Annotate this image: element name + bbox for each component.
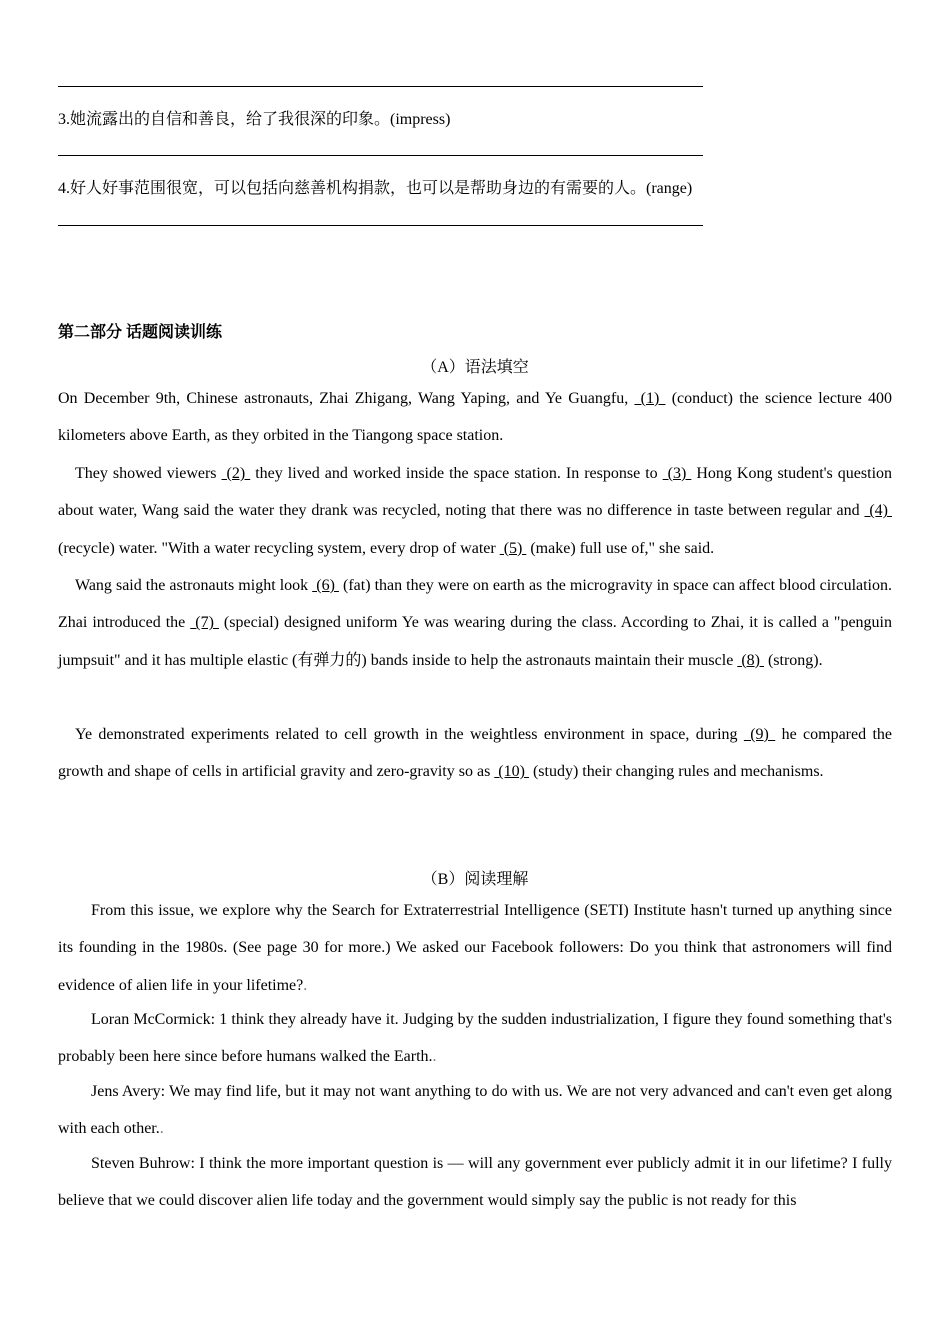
reading-paragraph-2 — [58, 1001, 892, 1076]
blank-4[interactable]: (4) — [864, 502, 893, 520]
text-run: (make) full use of," she said. — [526, 539, 715, 557]
paragraph-mark: . — [303, 976, 308, 994]
grammar-paragraph-3 — [58, 567, 892, 679]
text-run: (conduct) the science lecture 400 kilometers above Earth, as they orbited in the Tiangong space station. — [58, 390, 893, 445]
answer-line-4 — [58, 225, 703, 226]
text-run: he compared the growth and shape of cells in artificial gravity and zero-gravity so as — [58, 726, 893, 781]
translation-question-4: 4.好人好事范围很宽，可以包括向慈善机构捐款，也可以是帮助身边的有需要的人。(range) — [58, 180, 693, 197]
blank-7[interactable]: (7) — [190, 614, 219, 632]
text-run: They showed viewers — [75, 465, 222, 482]
blank-2[interactable]: (2) — [221, 465, 251, 482]
grammar-paragraph-4 — [58, 716, 892, 791]
text-run: Steven Buhrow: I think the more important question is — will any government ever publicly admit it in our lifetime? I fully believe that we could discover alien life today and the government would simply say the public is not ready for this — [58, 1155, 892, 1210]
blank-9[interactable]: (9) — [743, 726, 776, 743]
text-run: Wang said the astronauts might look — [75, 577, 313, 594]
text-run: (special) designed uniform Ye was wearing during the class. According to Zhai, it is called a "penguin jumpsuit" and it has multiple elastic (有弹力的) bands inside to help the astronauts maintain their muscle — [58, 614, 893, 669]
text-run: they lived and worked inside the space station. In response to — [250, 465, 663, 482]
blank-10[interactable]: (10) — [494, 763, 529, 781]
text-run: (fat) than they were on earth as the microgravity in space can affect blood circulation. Zhai introduced the — [58, 577, 892, 632]
paragraph-mark: . — [432, 1048, 437, 1066]
blank-5[interactable]: (5) — [499, 539, 527, 557]
text-run: Ye demonstrated experiments related to cell growth in the weightless environment in space, during — [75, 726, 744, 743]
reading-paragraph-1 — [58, 892, 892, 1004]
grammar-paragraph-2 — [58, 455, 892, 567]
translation-question-3: 3.她流露出的自信和善良，给了我很深的印象。(impress) — [58, 111, 451, 128]
blank-3[interactable]: (3) — [662, 465, 692, 482]
answer-line-2 — [58, 86, 703, 87]
reading-paragraph-4 — [58, 1145, 892, 1220]
text-run: Jens Avery: We may find life, but it may not want anything to do with us. We are not very advanced and can't even get along with each other. — [58, 1083, 892, 1138]
grammar-paragraph-1 — [58, 380, 892, 455]
text-run: On December 9th, Chinese astronauts, Zhai Zhigang, Wang Yaping, and Ye Guangfu, — [58, 390, 635, 407]
text-run: Hong Kong student's question about water, Wang said the water they drank was recycled, noting that there was no difference in taste between regular and — [58, 465, 893, 520]
blank-8[interactable]: (8) — [737, 651, 764, 669]
blank-1[interactable]: (1) — [634, 390, 666, 407]
blank-6[interactable]: (6) — [312, 577, 339, 594]
answer-line-3 — [58, 155, 703, 156]
text-run: (study) their changing rules and mechanisms. — [528, 763, 824, 781]
section-a-title: （A）语法填空 — [421, 359, 529, 376]
reading-paragraph-3 — [58, 1073, 892, 1148]
text-run: (strong). — [763, 651, 823, 669]
section-b-title: （B）阅读理解 — [421, 871, 529, 888]
text-run: From this issue, we explore why the Search for Extraterrestrial Intelligence (SETI) Institute hasn't turned up anything since its founding in the 1980s. (See page 30 for more.) We asked our Facebook followers: Do you think that astronomers will find evidence of alien life in your lifetime? — [58, 902, 892, 994]
part2-heading: 第二部分 话题阅读训练 — [58, 324, 223, 341]
paragraph-mark: . — [159, 1120, 164, 1138]
text-run: (recycle) water. "With a water recycling system, every drop of water — [58, 539, 500, 557]
text-run: Loran McCormick: 1 think they already have it. Judging by the sudden industrialization, I figure they found something that's probably been here since before humans walked the Earth. — [58, 1011, 892, 1066]
